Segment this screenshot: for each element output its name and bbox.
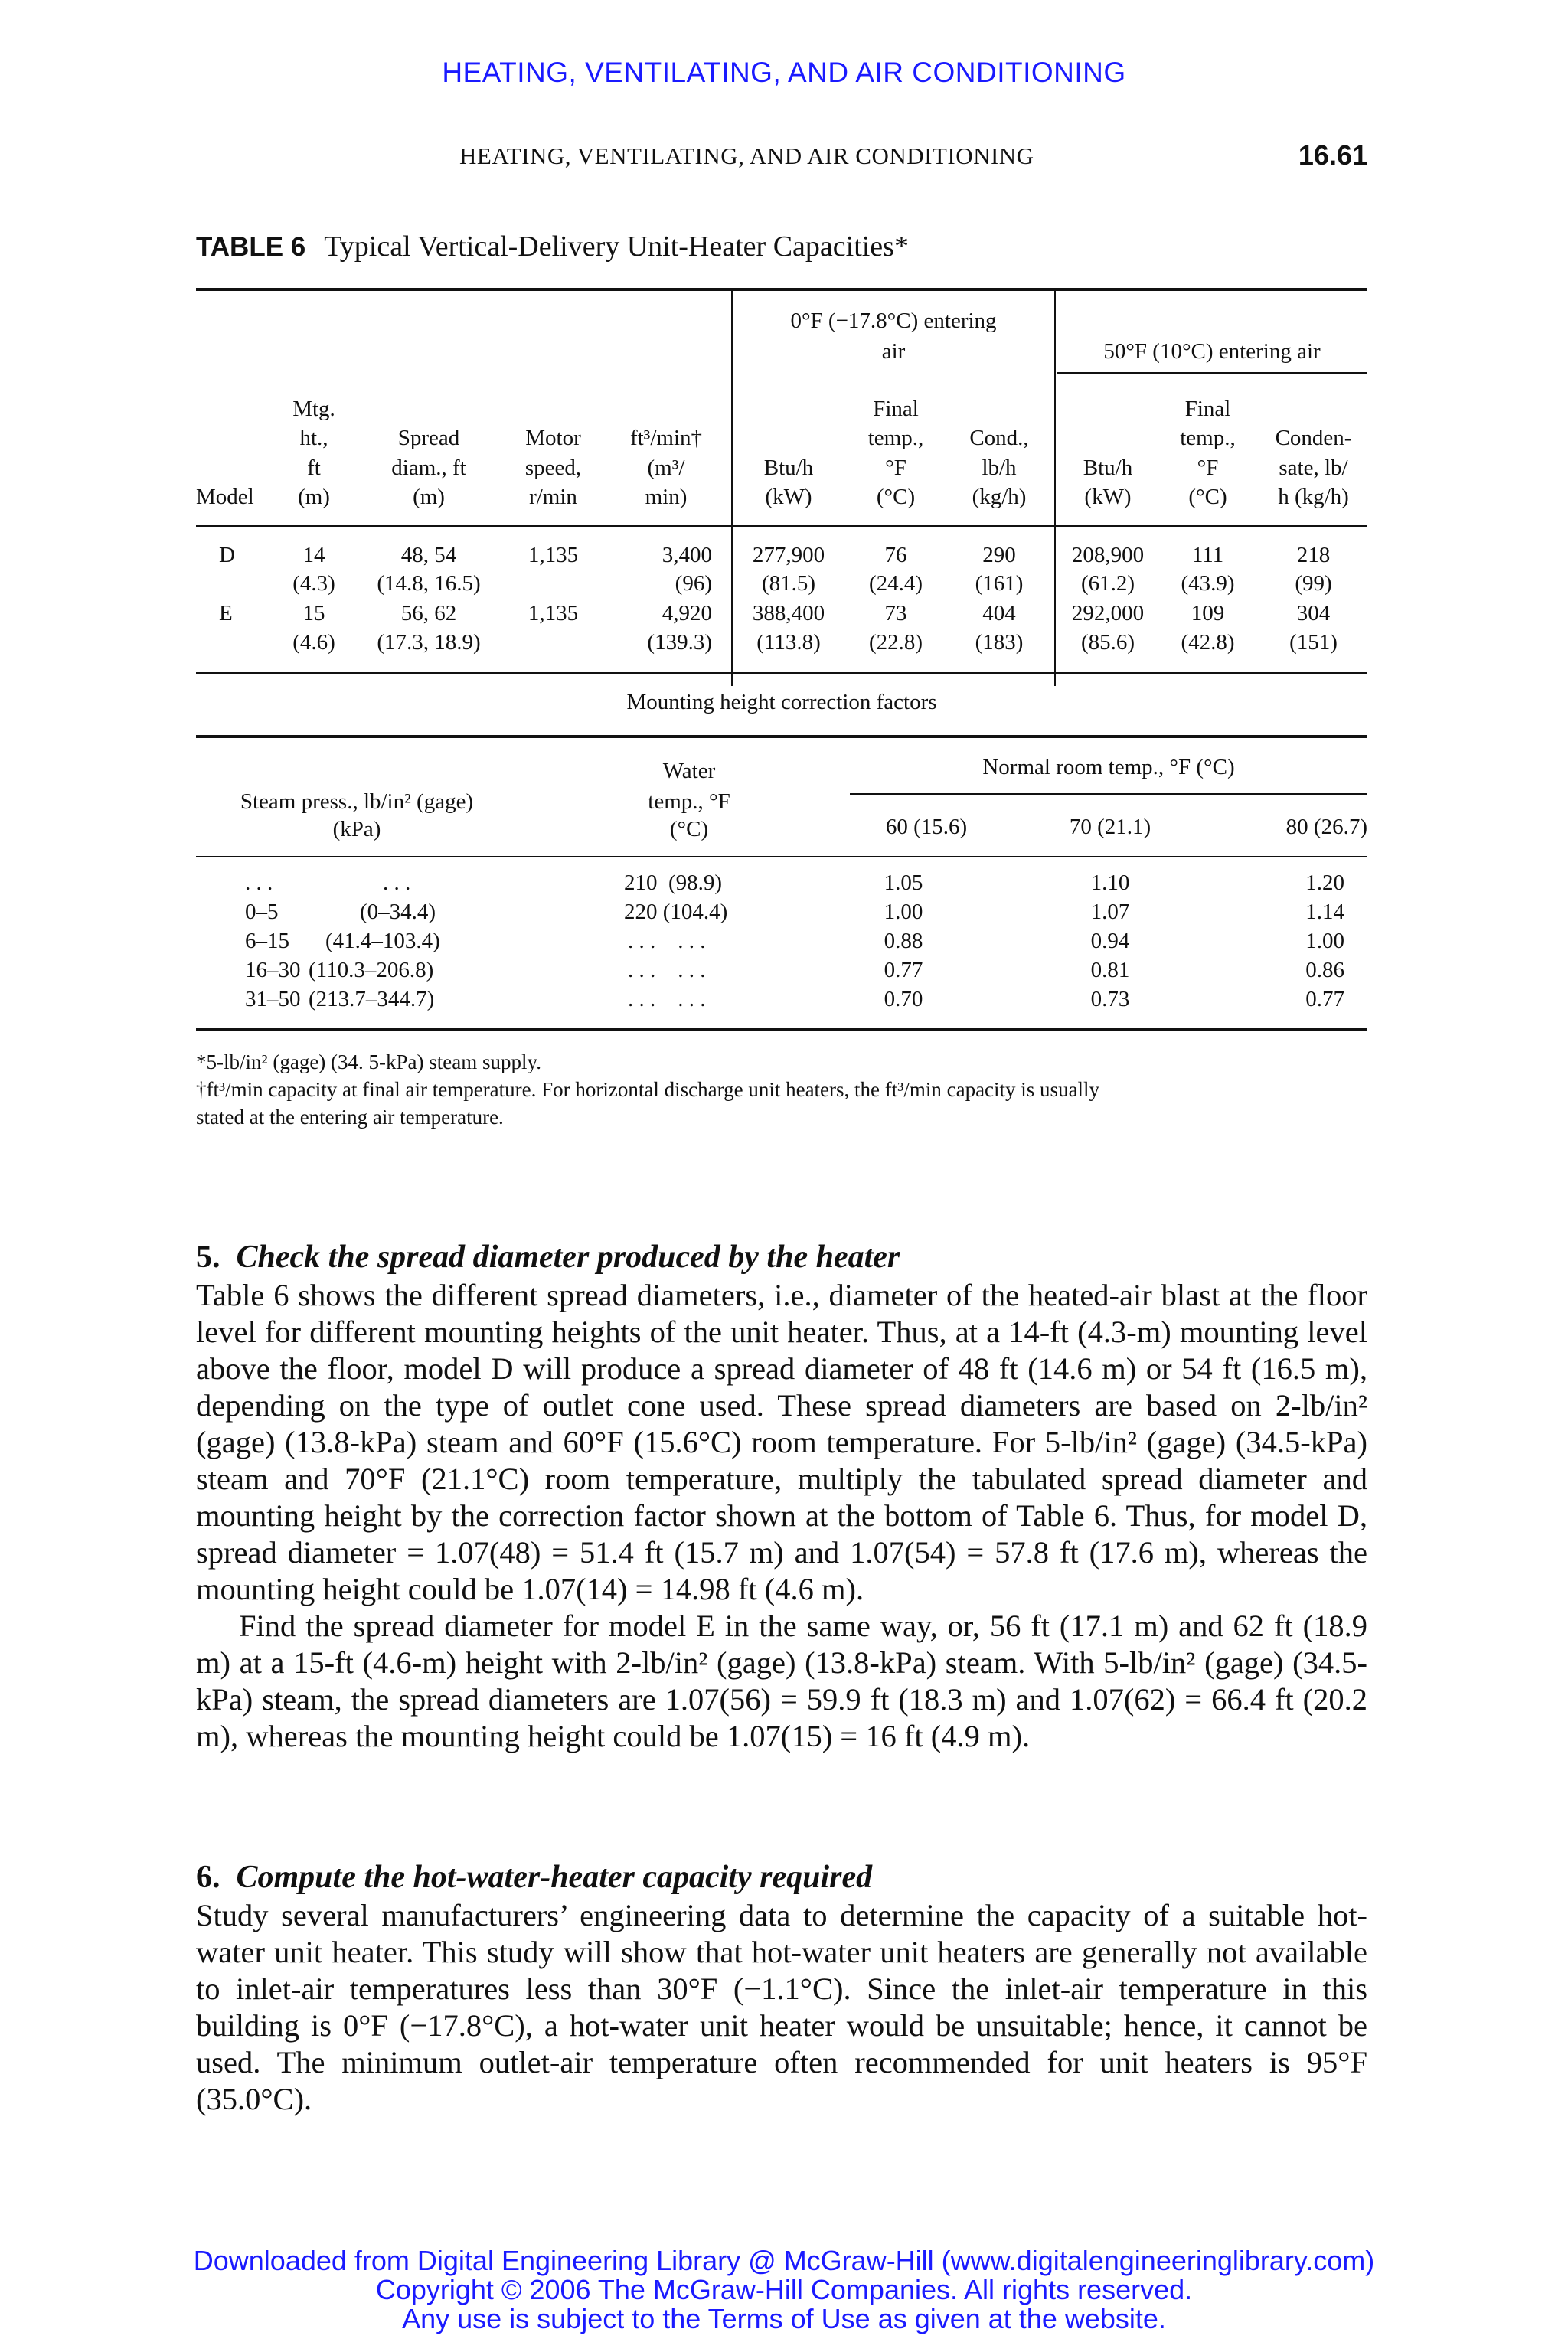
section-6-paragraph-1: Study several manufacturers’ engineering data to determine the capacity of a suitable hot-water unit heater. This study will show that hot-water unit heaters are generally not available to inlet-air temperatures less than 30°F (−1.1°C). Since the inlet-air temperature in this building is 0°F (−17.8°C), a hot-water unit heater would be unsuitable; hence, it cannot be used. The minimum outlet-air temperature often recommended for unit heaters is 95°F (35.0°C). [196,1898,1367,2116]
group1-header-2: air [881,339,906,364]
section-5-heading: 5. Check the spread diameter produced by the heater [196,1240,900,1275]
section-6-heading: 6. Compute the hot-water-heater capacity required [196,1860,873,1895]
section-6-body [196,1897,1367,2118]
section-5-paragraph-2: Find the spread diameter for model E in the same way, or, 56 ft (17.1 m) and 62 ft (18.9 m) at a 15-ft (4.6-m) height with 2-lb/in² (gage) (13.8-kPa) steam. With 5-lb/in² (gage) (34.5-kPa) steam, the spread diameters are 1.07(56) = 59.9 ft (18.3 m) and 1.07(62) = 66.4 ft (20.2 m), whereas the mounting height could be 1.07(15) = 16 ft (4.9 m). [196,1609,1367,1753]
page-number: 16.61 [1298,139,1367,171]
banner: HEATING, VENTILATING, AND AIR CONDITIONING [442,57,1126,88]
section-5-body [196,1277,1367,1755]
group2-header: 50°F (10°C) entering air [1103,339,1321,364]
table-footnote-1: *5-lb/in² (gage) (34. 5-kPa) steam supply. [196,1050,541,1073]
section-5-paragraph-1: Table 6 shows the different spread diameters, i.e., diameter of the heated-air blast at the floor level for different mounting heights of the unit heater. Thus, at a 14-ft (4.3-m) mounting level above the floor, model D will produce a spread diameter of 48 ft (14.6 m) or 54 ft (16.5 m), depending on the type of outlet cone used. These spread diameters are based on 2-lb/in² (gage) (13.8-kPa) steam and 60°F (15.6°C) room temperature. For 5-lb/in² (gage) (34.5-kPa) steam and 70°F (21.1°C) room temperature, multiply the tabulated spread diameter and mounting height by the correction factor shown at the bottom of Table 6. Thus, for model D, spread diameter = 1.07(48) = 51.4 ft (15.7 m) and 1.07(54) = 57.8 ft (17.6 m), whereas the mounting height could be 1.07(14) = 14.98 ft (4.6 m). [196,1278,1367,1606]
group1-header: 0°F (−17.8°C) entering [790,309,997,333]
table-footnote-3: stated at the entering air temperature. [196,1106,504,1129]
running-head: HEATING, VENTILATING, AND AIR CONDITIONING [459,142,1034,169]
correction-title: Mounting height correction factors [626,690,937,714]
table-footnote-2: †ft³/min capacity at final air temperature. For horizontal discharge unit heaters, the ft³/min capacity is usually [196,1078,1100,1101]
footer-copyright: Copyright © 2006 The McGraw-Hill Companies. All rights reserved. [375,2274,1193,2305]
footer-terms: Any use is subject to the Terms of Use as given at the website. [402,2303,1166,2334]
header-model: Model [196,485,254,509]
footer-download-link[interactable]: Downloaded from Digital Engineering Library @ McGraw-Hill (www.digitalengineeringlibrary.com) [193,2245,1375,2276]
table-title: TABLE 6 Typical Vertical-Delivery Unit-Heater Capacities* [196,230,909,263]
